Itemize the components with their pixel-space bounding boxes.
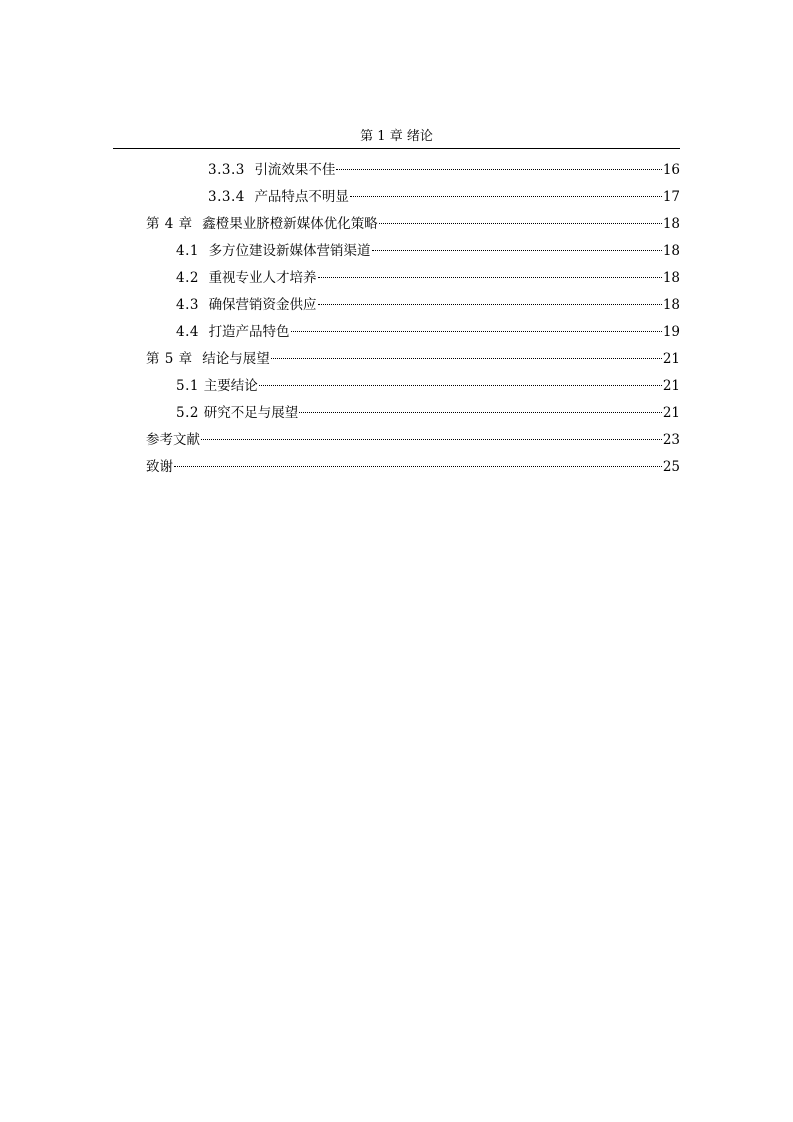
toc-number: 3.3.4 xyxy=(208,189,255,205)
toc-entry[interactable] xyxy=(113,457,680,484)
toc-entry[interactable] xyxy=(113,349,680,376)
toc-number: 3.3.3 xyxy=(208,162,255,178)
toc-leader-dots xyxy=(299,412,662,413)
toc-leader-dots xyxy=(350,196,662,197)
toc-title: 结论与展望 xyxy=(202,351,270,367)
toc-entry[interactable] xyxy=(113,430,680,457)
toc-page-number: 21 xyxy=(662,405,680,421)
toc-entry[interactable] xyxy=(113,214,680,241)
toc-entry[interactable] xyxy=(113,403,680,430)
toc-leader-dots xyxy=(336,169,661,170)
toc-page-number: 18 xyxy=(662,216,680,232)
toc-number: 4.2 xyxy=(176,270,209,286)
toc-title: 致谢 xyxy=(146,459,173,475)
toc-leader-dots xyxy=(372,250,662,251)
toc-page-number: 23 xyxy=(662,432,680,448)
toc-title: 打造产品特色 xyxy=(208,324,290,340)
toc-page-number: 19 xyxy=(662,324,680,340)
toc-title: 鑫橙果业脐橙新媒体优化策略 xyxy=(202,216,378,232)
toc-leader-dots xyxy=(318,304,662,305)
toc-page-number: 18 xyxy=(662,270,680,286)
toc-page-number: 21 xyxy=(662,351,680,367)
toc-title: 主要结论 xyxy=(203,378,258,394)
toc-page-number: 17 xyxy=(662,189,680,205)
toc-title: 确保营销资金供应 xyxy=(208,297,317,313)
toc-number: 4.1 xyxy=(176,243,209,259)
toc-leader-dots xyxy=(259,385,662,386)
toc-page-number: 21 xyxy=(662,378,680,394)
toc-entry[interactable] xyxy=(113,268,680,295)
toc-number: 4.3 xyxy=(176,297,209,313)
toc-entry[interactable] xyxy=(113,241,680,268)
toc-page-number: 18 xyxy=(662,243,680,259)
toc-number: 第 4 章 xyxy=(146,216,203,232)
page-header: 第 1 章 绪论 xyxy=(360,129,433,144)
toc-leader-dots xyxy=(379,223,662,224)
toc-page-number: 18 xyxy=(662,297,680,313)
toc-number: 第 5 章 xyxy=(146,351,203,367)
toc-entry[interactable] xyxy=(113,322,680,349)
toc-leader-dots xyxy=(201,439,662,440)
toc-title: 产品特点不明显 xyxy=(254,189,349,205)
toc-title: 重视专业人才培养 xyxy=(208,270,317,286)
toc-number: 4.4 xyxy=(176,324,209,340)
toc-number: 5.2 xyxy=(176,405,204,421)
toc-entry[interactable] xyxy=(113,376,680,403)
toc-page-number: 25 xyxy=(662,459,680,475)
toc-leader-dots xyxy=(174,466,662,467)
toc-page-number: 16 xyxy=(662,162,680,178)
toc-number: 5.1 xyxy=(176,378,204,394)
header-rule xyxy=(113,148,680,149)
toc-entry[interactable] xyxy=(113,160,680,187)
toc-leader-dots xyxy=(291,331,662,332)
toc-title: 研究不足与展望 xyxy=(203,405,299,421)
toc-title: 参考文献 xyxy=(146,432,200,448)
toc-entry[interactable] xyxy=(113,295,680,322)
toc-title: 多方位建设新媒体营销渠道 xyxy=(208,243,371,259)
toc-leader-dots xyxy=(271,358,662,359)
table-of-contents xyxy=(113,160,680,484)
toc-entry[interactable] xyxy=(113,187,680,214)
toc-title: 引流效果不佳 xyxy=(254,162,336,178)
toc-leader-dots xyxy=(318,277,662,278)
